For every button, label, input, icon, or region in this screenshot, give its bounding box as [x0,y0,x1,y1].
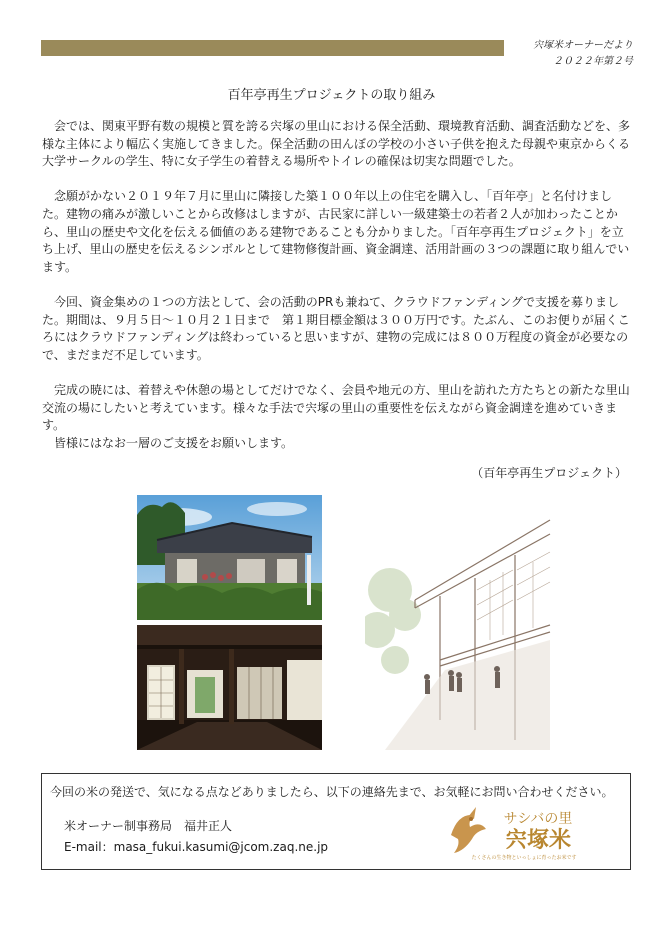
contact-intro: 今回の米の発送で、気になる点などありましたら、以下の連絡先まで、お気軽にお問い合わせください。 [50,785,614,799]
newsletter-header [533,38,633,70]
article-signature: （百年亭再生プロジェクト） [471,466,627,480]
paragraph-2: 念願がかない２０１９年７月に里山に隣接した築１００年以上の住宅を購入し、「百年亭」と名付けました。建物の痛みが激しいことから改修はしますが、古民家に詳しい一級建築士の若者２人が加わったことから、里山の歴史や文化を伝える価値のある建物であることも分かりました。「百年亭再生プロジェクト」を立ち上げ、里山の歴史を伝えるシンボルとして建物修復計画、資金調達、活用計画の３つの課題に取り組んでいます。 [42,189,630,274]
svg-text:宍塚米: 宍塚米 [504,827,572,853]
contact-office: 米オーナー制事務局 福井正人 [64,819,233,833]
paragraph-1: 会では、関東平野有数の規模と質を誇る宍塚の里山における保全活動、環境教育活動、調査活動などを、多様な主体により幅広く実施してきました。保全活動の田んぼの学校の小さい子供を抱えた母親や東京からくる大学サークルの学生、特に女子学生の着替える場所やトイレの確保は切実な問題でした。 [42,119,631,169]
house-exterior-photo [137,495,322,620]
restoration-sketch [365,500,555,750]
house-interior-photo [137,625,322,750]
paragraph-5: 皆様にはなお一層のご支援をお願いします。 [54,435,294,450]
header-bar [41,40,504,56]
paragraph-4: 完成の暁には、着替えや休憩の場としてだけでなく、会員や地元の方、里山を訪れた方たちとの新たな里山交流の場にしたいと考えています。様々な手法で宍塚の里山の重要性を伝えながら資金調達を進めていきます。 [42,382,630,433]
newsletter-name: 宍塚米オーナーだより [533,40,633,51]
paragraph-3: 今回、資金集めの１つの方法として、会の活動のPRも兼ねて、クラウドファンディングで支援を募りました。期間は、９月５日～１０月２１日まで 第１期目標金額は３００万円です。たぶん、このお便りが届くころにはクラウドファンディングは終わっていると思いますが、建物の完成には８００万程度の資金が必要なので、まだまだ不足しています。 [42,294,630,362]
article-body [42,118,634,452]
svg-text:たくさんの生き物といっしょに育ったお米です: たくさんの生き物といっしょに育ったお米です [471,855,577,861]
contact-email[interactable]: E-mail：masa_fukui.kasumi@jcom.zaq.ne.jp [64,840,329,854]
contact-box [41,773,631,870]
sashiba-rice-logo [446,805,596,863]
svg-text:サシバの里: サシバの里 [503,811,573,827]
issue-number: ２０２２年第２号 [553,56,633,67]
article-title: 百年亭再生プロジェクトの取り組み [227,88,436,103]
